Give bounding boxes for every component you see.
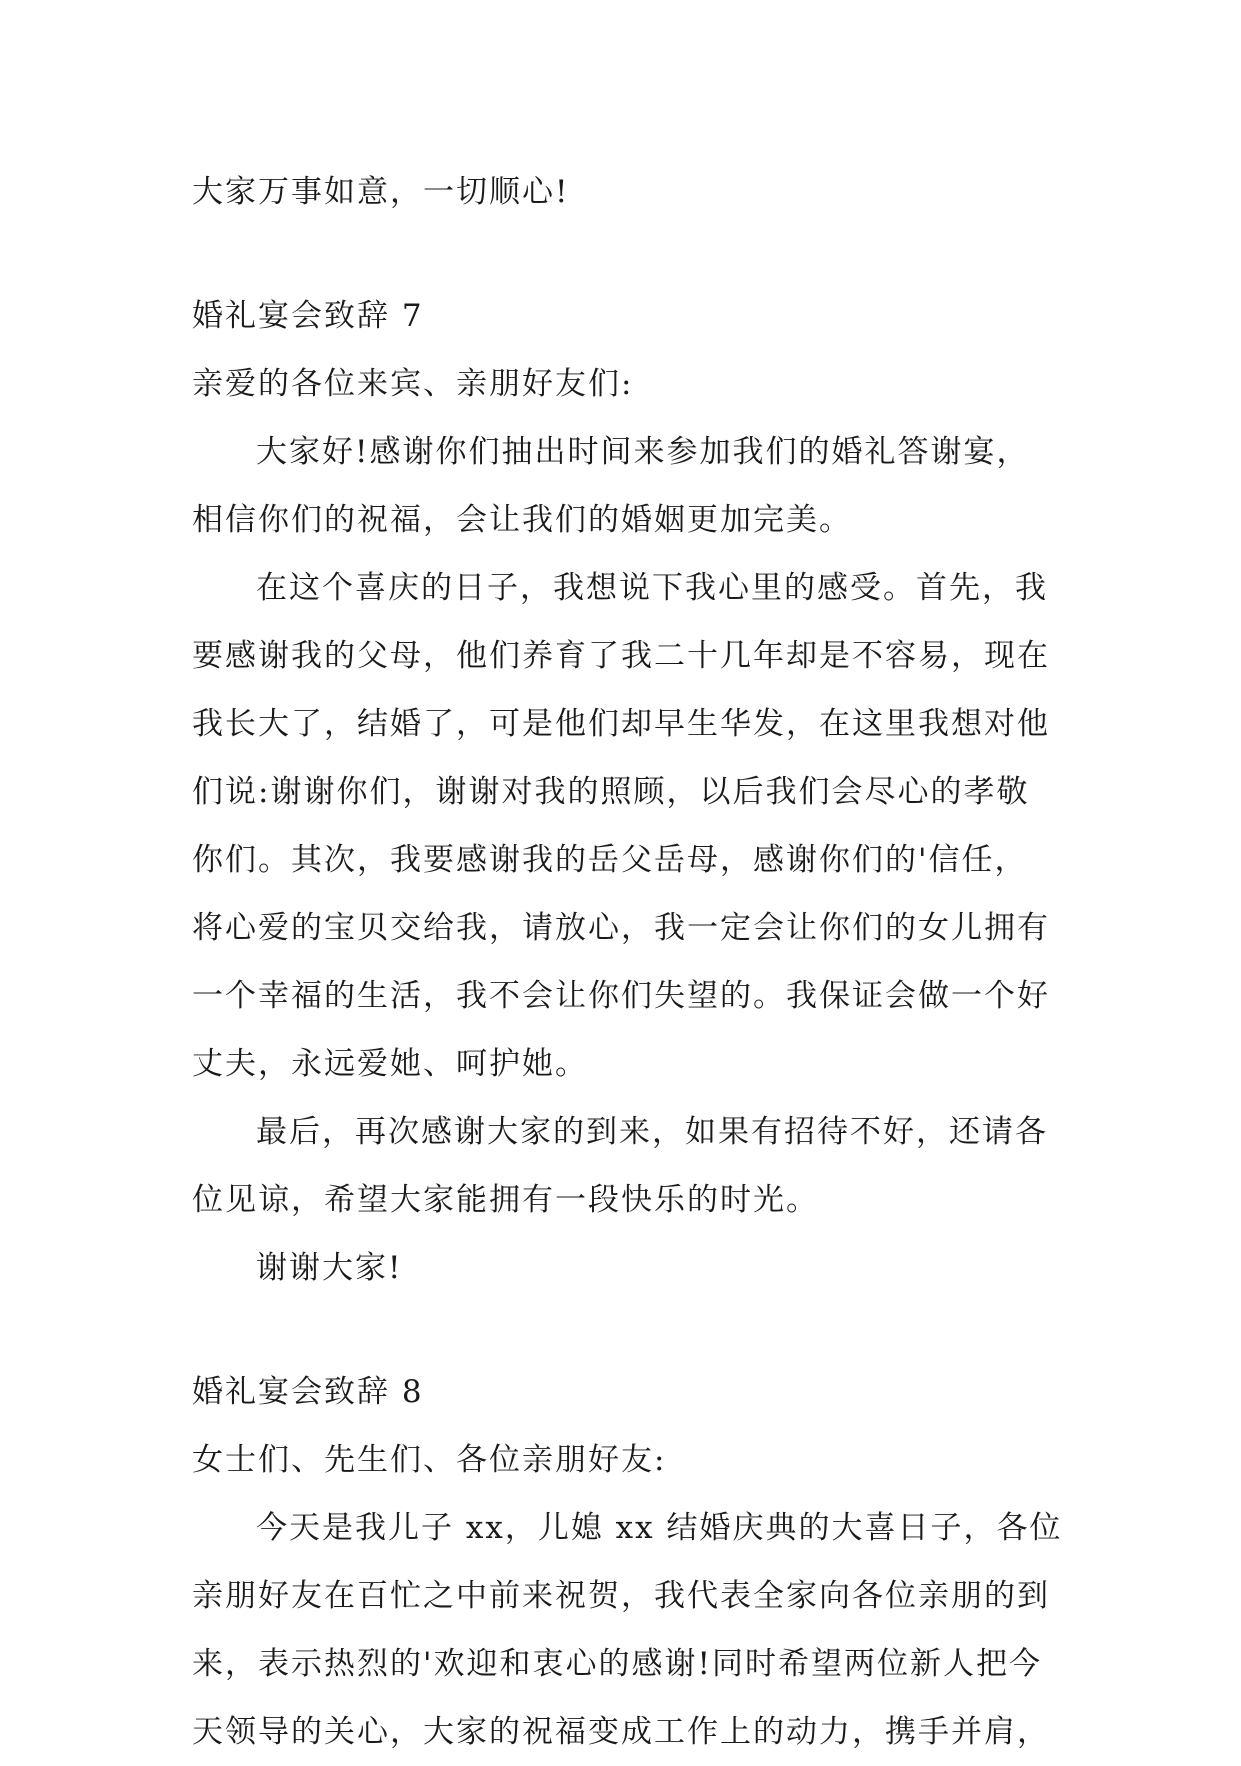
paragraph-line: 位见谅，希望大家能拥有一段快乐的时光。 [192,1182,819,1218]
paragraph-line: 我长大了，结婚了，可是他们却早生华发，在这里我想对他 [192,706,1050,742]
paragraph [192,1494,1072,1766]
paragraph-line: 将心爱的宝贝交给我，请放心，我一定会让你们的女儿拥有 [192,910,1050,946]
spacer [192,226,1072,282]
paragraph-line: 来，表示热烈的'欢迎和衷心的感谢!同时希望两位新人把今 [192,1646,1042,1682]
paragraph-line: 一个幸福的生活，我不会让你们失望的。我保证会做一个好 [192,978,1050,1014]
salutation: 女士们、先生们、各位亲朋好友: [192,1442,667,1478]
section-heading: 婚礼宴会致辞 8 [192,1374,424,1410]
paragraph-line: 们说:谢谢你们，谢谢对我的照顾，以后我们会尽心的孝敬 [192,774,1030,810]
paragraph [192,1098,1072,1234]
paragraph-line: 大家好!感谢你们抽出时间来参加我们的婚礼答谢宴， [256,434,1030,470]
paragraph-line: 天领导的关心，大家的祝福变成工作上的动力，携手并肩， [192,1714,1050,1750]
paragraph [192,418,1072,554]
paragraph-line: 要感谢我的父母，他们养育了我二十几年却是不容易，现在 [192,638,1050,674]
section-heading: 婚礼宴会致辞 7 [192,298,424,334]
paragraph-line: 丈夫，永远爱她、呵护她。 [192,1046,588,1082]
paragraph [192,1234,1072,1302]
document-body [192,158,1072,1766]
salutation: 亲爱的各位来宾、亲朋好友们: [192,366,634,402]
opening-line: 大家万事如意，一切顺心! [192,174,570,210]
paragraph-line: 最后，再次感谢大家的到来，如果有招待不好，还请各 [256,1114,1048,1150]
paragraph-line: 你们。其次，我要感谢我的岳父岳母，感谢你们的'信任， [192,842,1028,878]
paragraph-line: 亲朋好友在百忙之中前来祝贺，我代表全家向各位亲朋的到 [192,1578,1050,1614]
paragraph-line: 今天是我儿子 xx，儿媳 xx 结婚庆典的大喜日子，各位 [256,1510,1063,1546]
paragraph-line: 相信你们的祝福，会让我们的婚姻更加完美。 [192,502,852,538]
paragraph-line: 谢谢大家! [256,1250,403,1286]
paragraph [192,554,1072,1098]
spacer [192,1302,1072,1358]
paragraph-line: 在这个喜庆的日子，我想说下我心里的感受。首先，我 [256,570,1048,606]
